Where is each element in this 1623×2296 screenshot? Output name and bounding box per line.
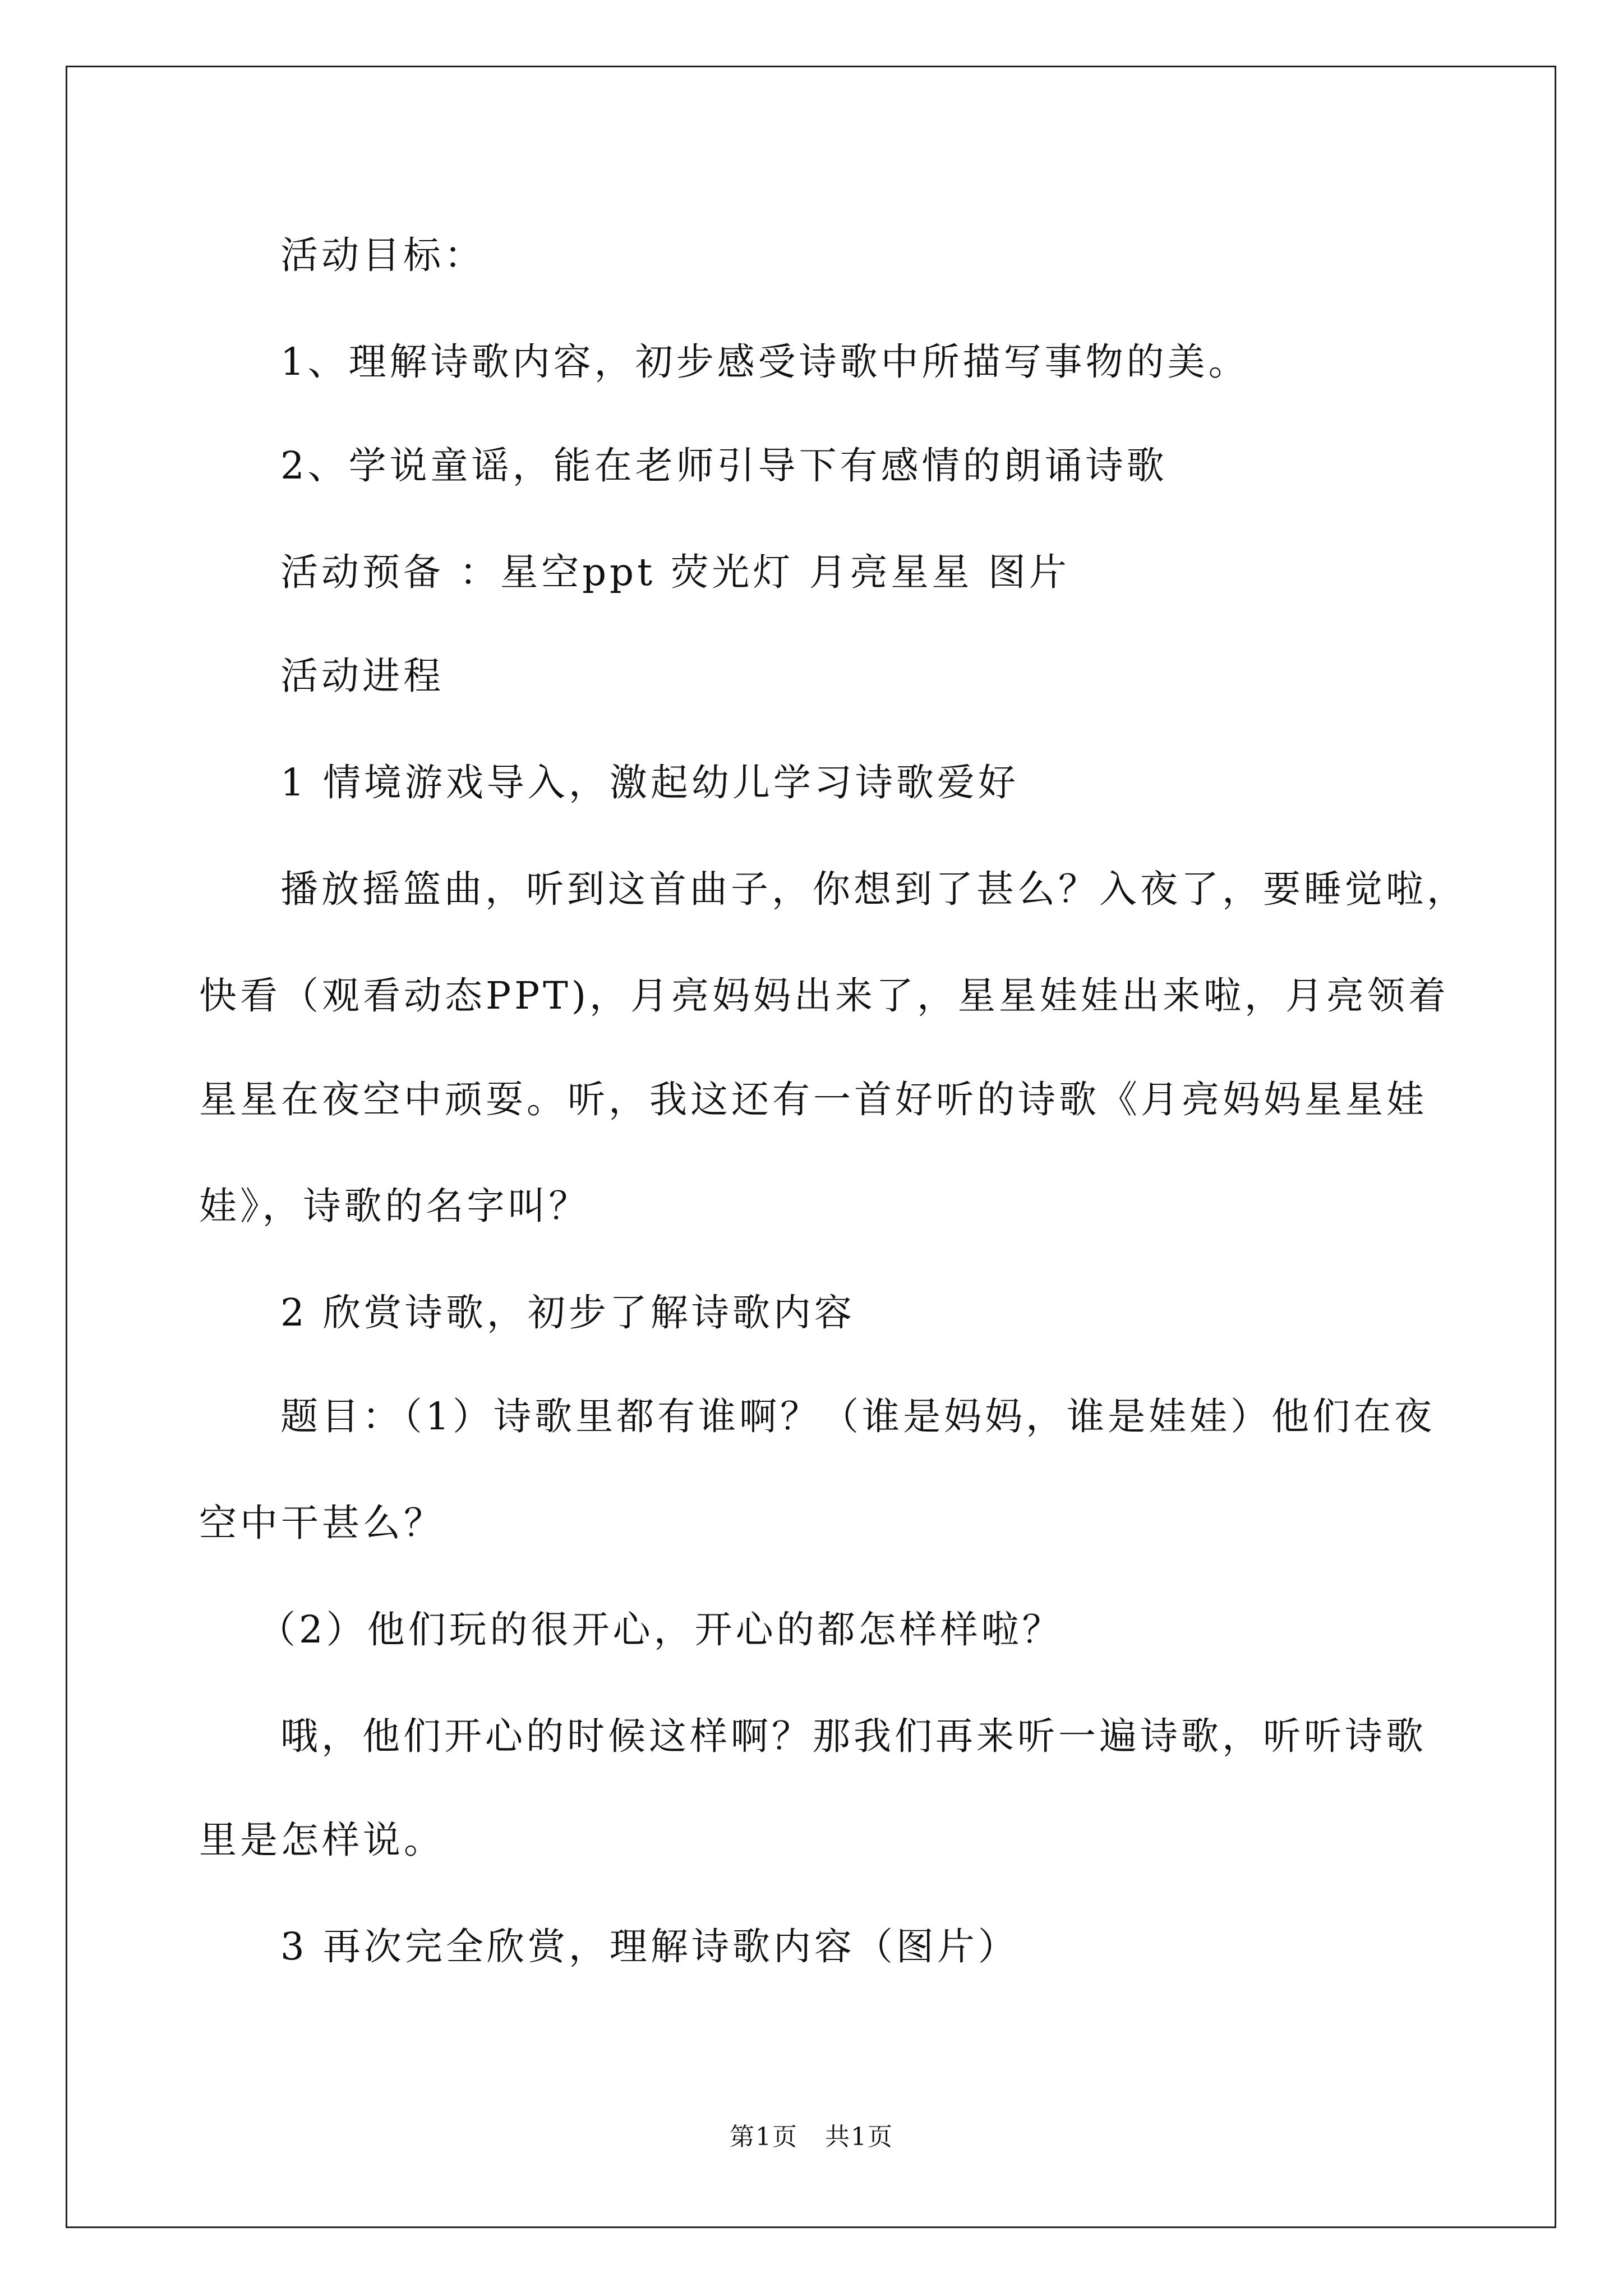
heading-activity-process: 活动进程 [280, 654, 444, 698]
paragraph-line: 题目：（1）诗歌里都有谁啊？（谁是妈妈，谁是娃娃）他们在夜 [280, 1395, 1436, 1438]
step-2-title: 2 欣赏诗歌，初步了解诗歌内容 [280, 1291, 855, 1335]
step-3-title: 3 再次完全欣赏，理解诗歌内容（图片） [280, 1925, 1019, 1968]
heading-activity-goals: 活动目标： [280, 233, 485, 277]
paragraph-line: 快看（观看动态PPT)，月亮妈妈出来了，星星娃娃出来啦，月亮领着 [199, 974, 1449, 1018]
paragraph-line: 哦，他们开心的时候这样啊？那我们再来听一遍诗歌，听听诗歌 [280, 1714, 1427, 1758]
page-total: 共1页 [825, 2123, 893, 2151]
step-1-title: 1 情境游戏导入，激起幼儿学习诗歌爱好 [280, 761, 1019, 804]
paragraph-line: 星星在夜空中顽耍。听，我这还有一首好听的诗歌《月亮妈妈星星娃 [199, 1078, 1427, 1121]
goal-item-2: 2、学说童谣，能在老师引导下有感情的朗诵诗歌 [280, 444, 1168, 487]
paragraph-line: 里是怎样说。 [199, 1818, 445, 1862]
goal-item-1: 1、理解诗歌内容，初步感受诗歌中所描写事物的美。 [280, 340, 1249, 384]
page-border [66, 66, 1556, 2228]
page-footer [0, 2122, 1623, 2153]
paragraph-line: 空中干甚么？ [199, 1501, 445, 1545]
page-number: 第1页 [730, 2123, 798, 2151]
paragraph-line: 播放摇篮曲，听到这首曲子，你想到了甚么？入夜了，要睡觉啦， [280, 867, 1468, 911]
preparation-line: 活动预备 ：星空ppt 荧光灯 月亮星星 图片 [280, 550, 1070, 594]
paragraph-line: 娃》，诗歌的名字叫？ [199, 1184, 590, 1228]
paragraph-line: （2）他们玩的很开心，开心的都怎样样啦？ [258, 1608, 1063, 1651]
